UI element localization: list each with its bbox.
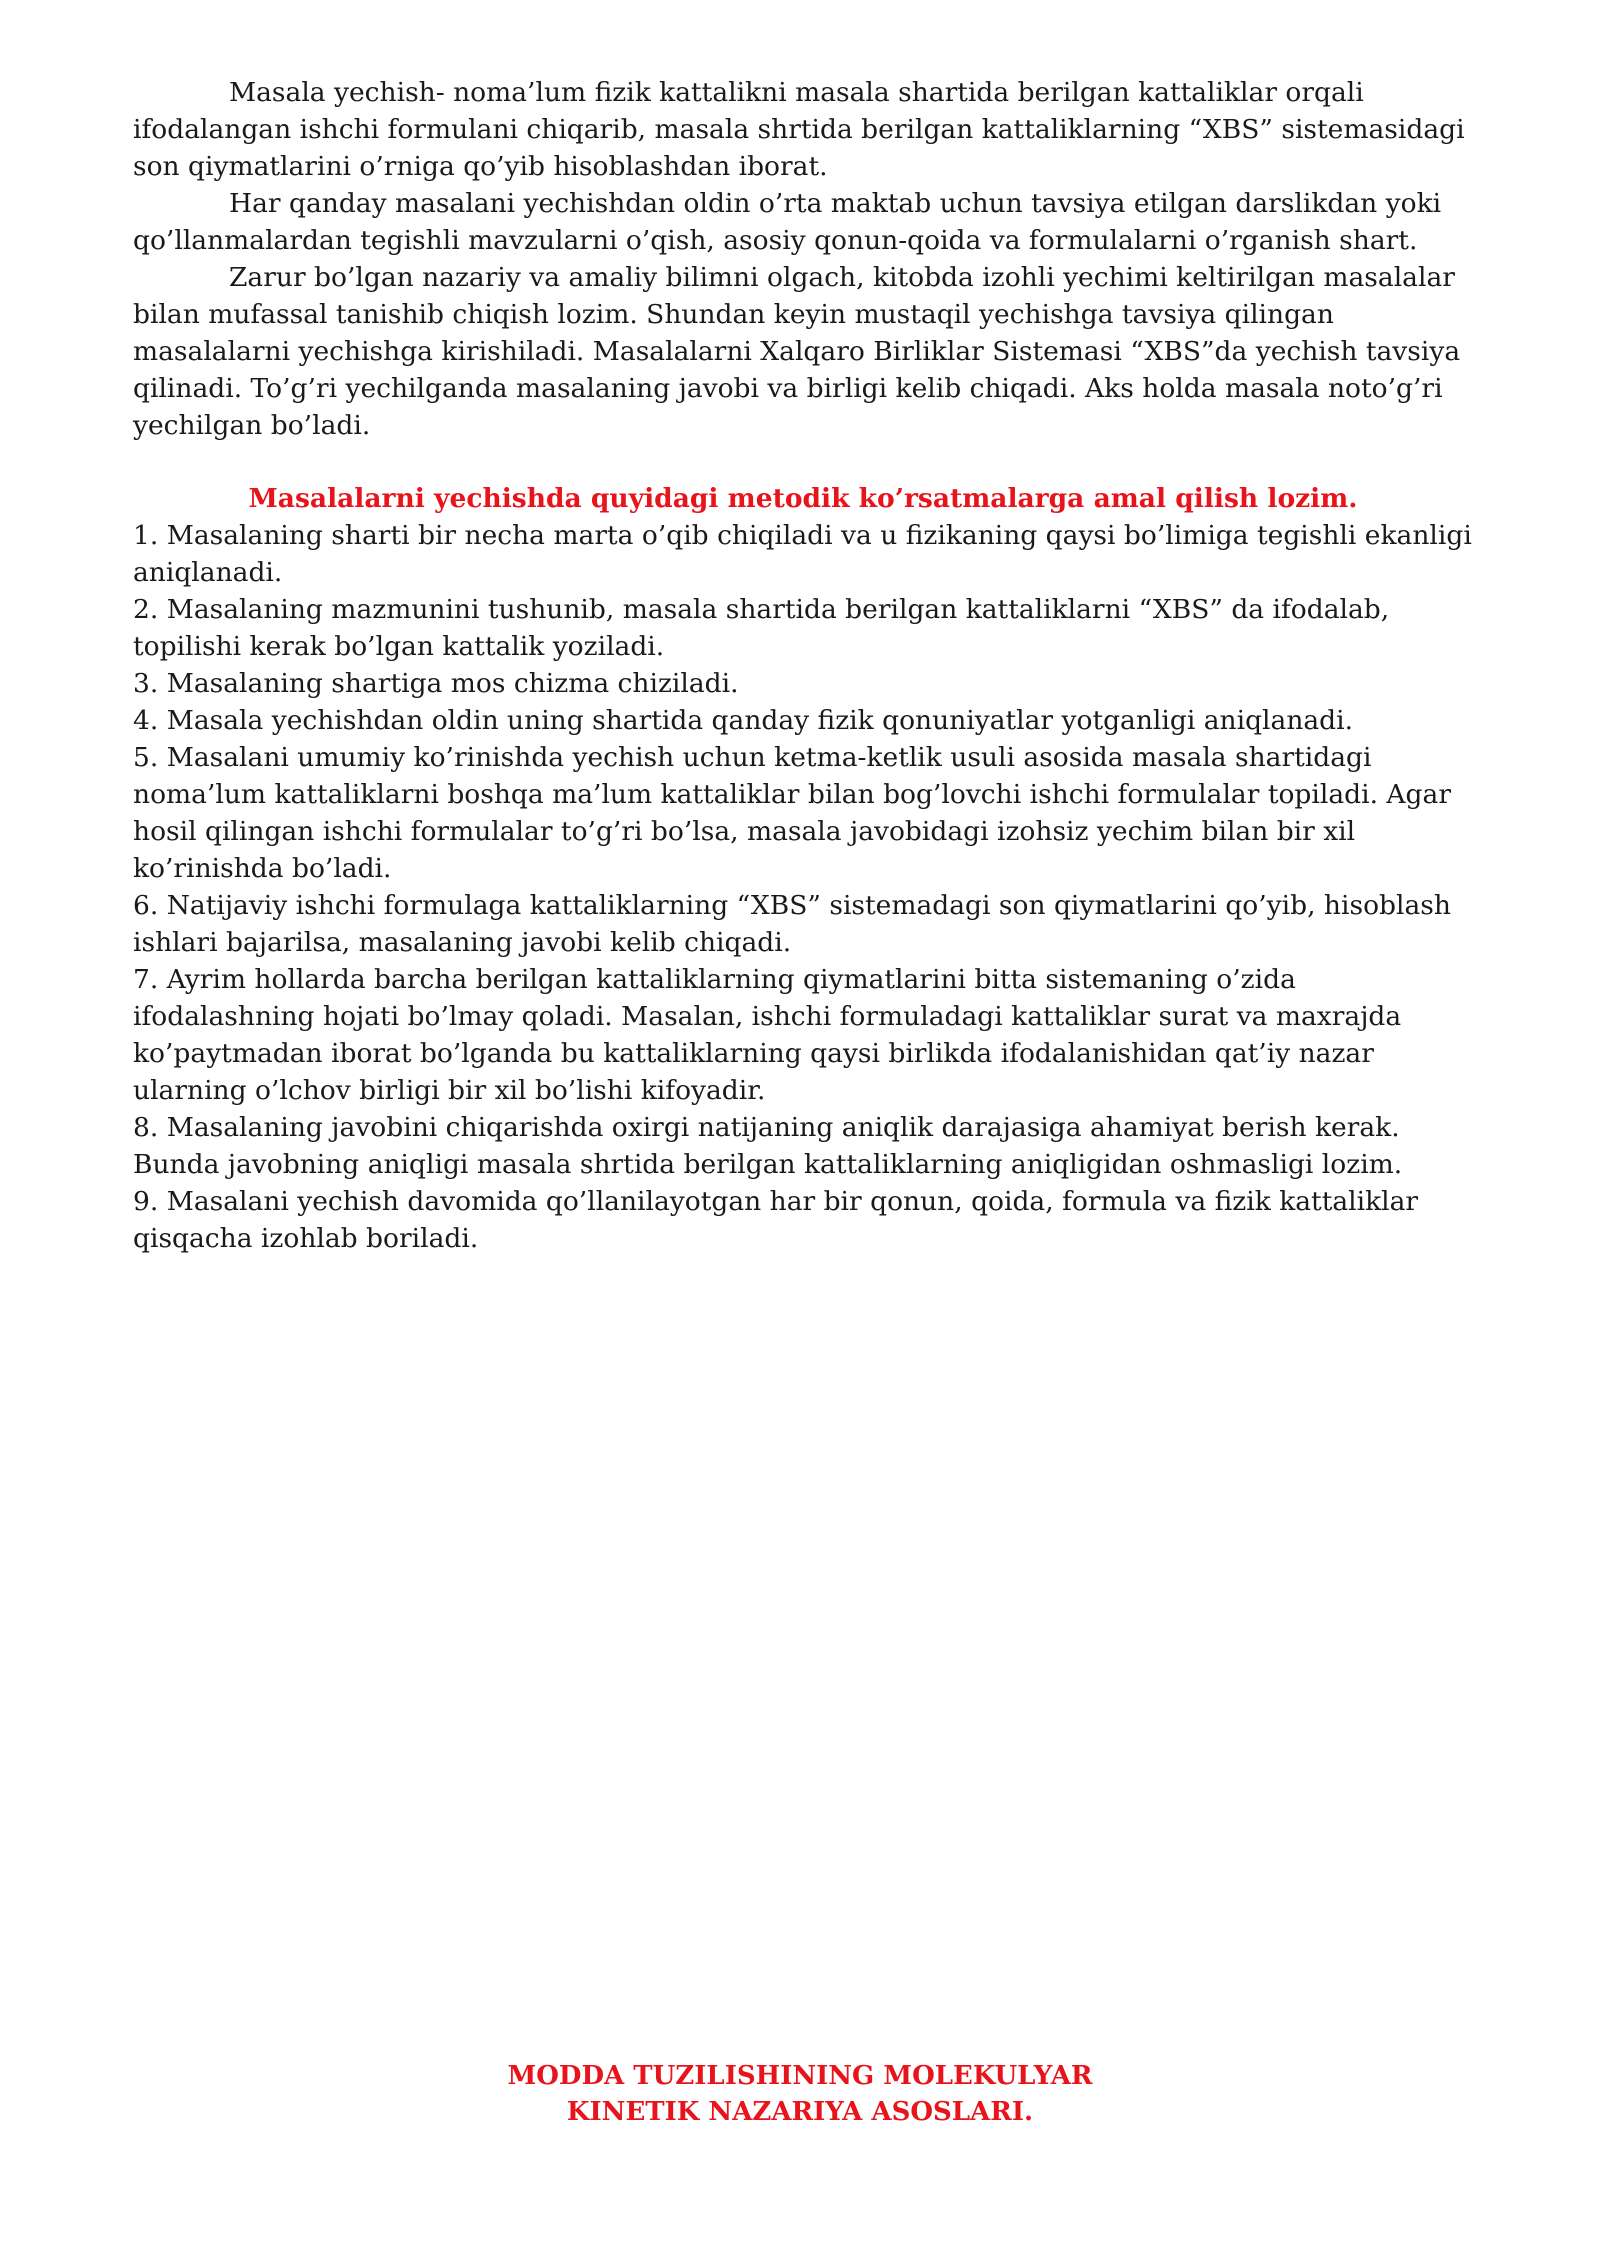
section-heading: Masalalarni yechishda quyidagi metodik ko’rsatmalarga amal qilish lozim. (248, 483, 1358, 514)
chapter-title (0, 2058, 1600, 2130)
document-page (133, 74, 1473, 1257)
guidelines-list (133, 517, 1473, 1257)
list-item: 8. Masalaning javobini chiqarishda oxirgi natijaning aniqlik darajasiga ahamiyat berish kerak. Bunda javobning aniqligi masala shrtida berilgan kattaliklarning aniqligidan oshmasligi lozim. (133, 1112, 1403, 1180)
list-item: 9. Masalani yechish davomida qo’llanilayotgan har bir qonun, qoida, formula va fizik kattaliklar qisqacha izohlab boriladi. (133, 1186, 1419, 1254)
list-item: 2. Masalaning mazmunini tushunib, masala shartida berilgan kattaliklarni “XBS” da ifodalab, topilishi kerak bo’lgan kattalik yoziladi. (133, 594, 1390, 662)
chapter-title-line-2: KINETIK NAZARIYA ASOSLARI. (566, 2097, 1034, 2127)
intro-paragraph-2: Har qanday masalani yechishdan oldin o’rta maktab uchun tavsiya etilgan darslikdan yoki qo’llanmalardan tegishli mavzularni o’qish, asosiy qonun-qoida va formulalarni o’rganish shart. (133, 188, 1442, 256)
intro-paragraph-3: Zarur bo’lgan nazariy va amaliy bilimni olgach, kitobda izohli yechimi keltirilgan masalalar bilan mufassal tanishib chiqish lozim. Shundan keyin mustaqil yechishga tavsiya qilingan masalalarni yechishga kirishiladi. Masalalarni Xalqaro Birliklar Sistemasi “XBS”da yechish tavsiya qilinadi. To’g’ri yechilganda masalaning javobi va birligi kelib chiqadi. Aks holda masala noto’g’ri yechilgan bo’ladi. (133, 262, 1461, 441)
list-item: 4. Masala yechishdan oldin uning shartida qanday fizik qonuniyatlar yotganligi aniqlanadi. (133, 705, 1354, 736)
list-item: 3. Masalaning shartiga mos chizma chiziladi. (133, 668, 739, 699)
list-item: 6. Natijaviy ishchi formulaga kattaliklarning “XBS” sistemadagi son qiymatlarini qo’yib, hisoblash ishlari bajarilsa, masalaning javobi kelib chiqadi. (133, 890, 1451, 958)
chapter-title-line-1: MODDA TUZILISHINING MOLEKULYAR (507, 2061, 1093, 2091)
list-item: 7. Ayrim hollarda barcha berilgan kattaliklarning qiymatlarini bitta sistemaning o’zida ifodalashning hojati bo’lmay qoladi. Masalan, ishchi formuladagi kattaliklar surat va maxrajda ko’paytmadan iborat bo’lganda bu kattaliklarning qaysi birlikda ifodalanishidan qat’iy nazar ularning o’lchov birligi bir xil bo’lishi kifoyadir. (133, 964, 1402, 1106)
intro-paragraph-1: Masala yechish- noma’lum fizik kattalikni masala shartida berilgan kattaliklar orqali ifodalangan ishchi formulani chiqarib, masala shrtida berilgan kattaliklarning “XBS” sistemasidagi son qiymatlarini o’rniga qo’yib hisoblashdan iborat. (133, 77, 1465, 182)
list-item: 5. Masalani umumiy ko’rinishda yechish uchun ketma-ketlik usuli asosida masala shartidagi noma’lum kattaliklarni boshqa ma’lum kattaliklar bilan bog’lovchi ishchi formulalar topiladi. Agar hosil qilingan ishchi formulalar to’g’ri bo’lsa, masala javobidagi izohsiz yechim bilan bir xil ko’rinishda bo’ladi. (133, 742, 1451, 884)
list-item: 1. Masalaning sharti bir necha marta o’qib chiqiladi va u fizikaning qaysi bo’limiga tegishli ekanligi aniqlanadi. (133, 520, 1472, 588)
